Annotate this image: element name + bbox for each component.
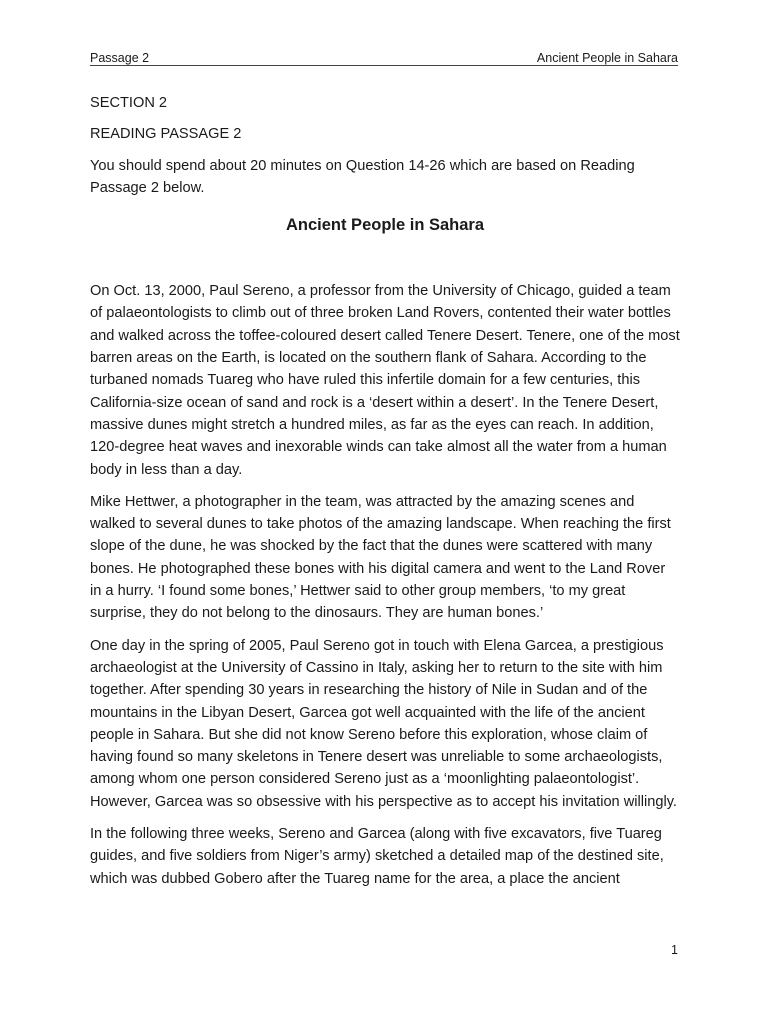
paragraph-1: On Oct. 13, 2000, Paul Sereno, a professor from the University of Chicago, guided a team of palaeontologists to climb out of three broken Land Rovers, contented their water bottles and walked across the toffee-coloured desert called Tenere Desert. Tenere, one of the most barren areas on the Earth, is located on the southern flank of Sahara. According to the turbaned nomads Tuareg who have ruled this infertile domain for a few centuries, this California-size ocean of sand and rock is a ‘desert within a desert’. In the Tenere Desert, massive dunes might stretch a hundred miles, as far as the eyes can reach. In addition, 120-degree heat waves and inexorable winds can take almost all the water from a human body in less than a day. [90,283,680,478]
header-divider [90,65,678,66]
section-label: SECTION 2 [90,95,168,111]
page-content [90,92,680,900]
paragraph-2: Mike Hettwer, a photographer in the team, was attracted by the amazing scenes and walked to several dunes to take photos of the amazing landscape. When reaching the first slope of the dune, he was shocked by the fact that the dunes were scattered with many bones. He photographed these bones with his digital camera and went to the Land Rover in a hurry. ‘I found some bones,’ Hettwer said to other group members, ‘to my great surprise, they do not belong to the dinosaurs. They are human bones.’ [90,493,671,622]
header-left-label: Passage 2 [90,51,150,65]
page-header [90,47,678,65]
passage-title: Ancient People in Sahara [285,216,485,235]
title-spacer [90,237,680,280]
header-right-title: Ancient People in Sahara [536,51,678,65]
paragraph-3: One day in the spring of 2005, Paul Sereno got in touch with Elena Garcea, a prestigious archaeologist at the University of Cassino in Italy, asking her to return to the site with him together. After spending 30 years in researching the history of Nile in Sudan and of the mountains in the Libyan Desert, Garcea got well acquainted with the life of the ancient people in Sahara. But she did not know Sereno before this exploration, whose claim of having found so many skeletons in Tenere desert was unreliable to some archaeologists, among whom one person considered Sereno just as a ‘moonlighting palaeontologist’. However, Garcea was so obsessive with his perspective as to accept his invitation willingly. [90,637,677,810]
instruction-text: You should spend about 20 minutes on Question 14-26 which are based on Reading Passage 2 below. [90,157,635,196]
paragraph-4: In the following three weeks, Sereno and Garcea (along with five excavators, five Tuareg guides, and five soldiers from Niger’s army) sketched a detailed map of the destined site, which was dubbed Gobero after the Tuareg name for the area, a place the ancient [90,826,664,887]
page-number: 1 [671,943,678,957]
passage-label: READING PASSAGE 2 [90,126,242,143]
